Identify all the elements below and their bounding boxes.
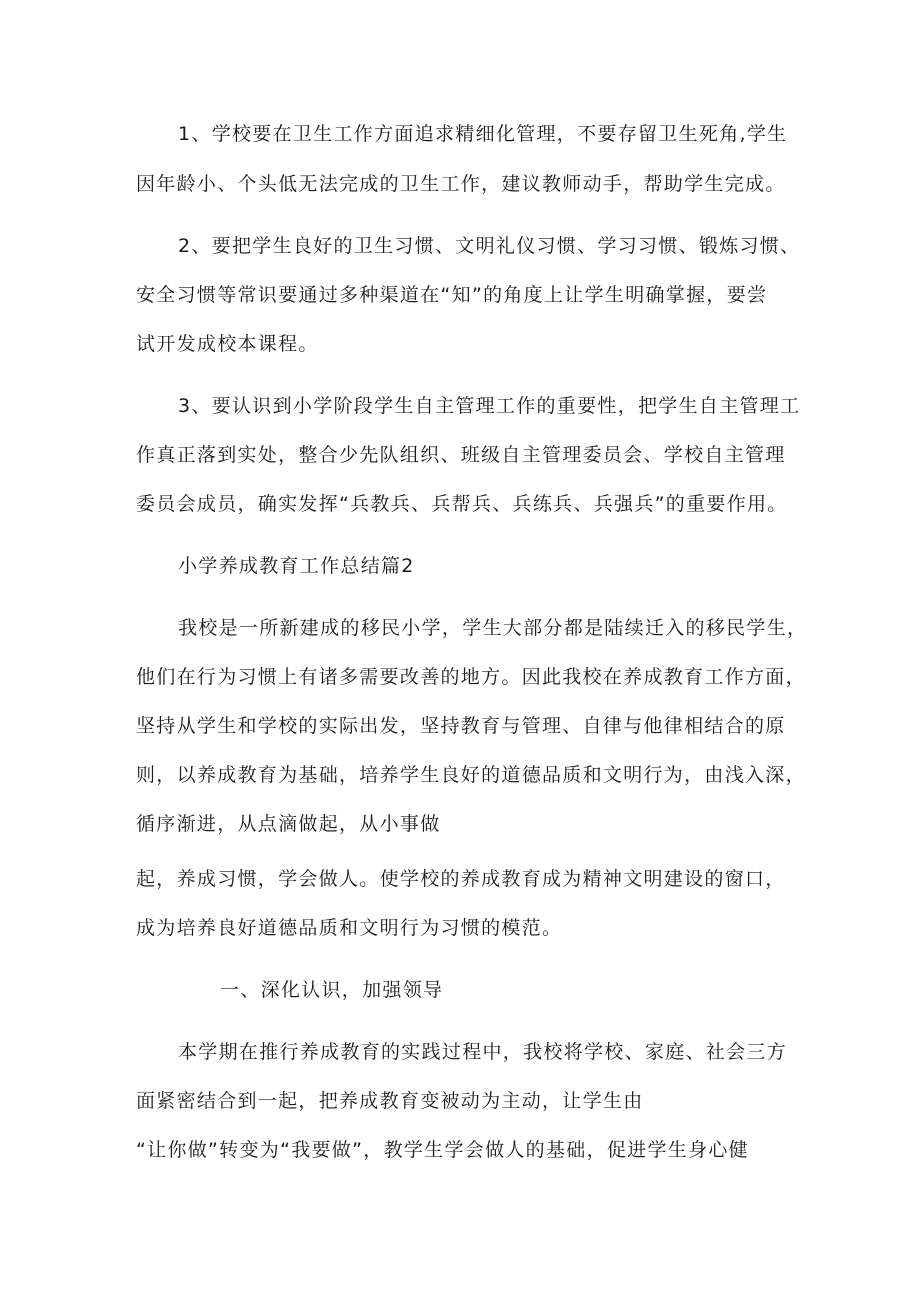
paragraph-6-line-1: 本学期在推行养成教育的实践过程中，我校将学校、家庭、社会三方 [178, 1041, 788, 1063]
paragraph-4-line-5: 循序渐进，从点滴做起，从小事做 [136, 813, 441, 835]
subsection-heading-1: 一、深化认识，加强领导 [220, 979, 444, 1001]
paragraph-2-line-2: 安全习惯等常识要通过多种渠道在“知”的角度上让学生明确掌握，要尝 [136, 284, 768, 306]
paragraph-5-line-1: 起，养成习惯，学会做人。使学校的养成教育成为精神文明建设的窗口， [136, 868, 786, 890]
paragraph-4-line-2: 他们在行为习惯上有诸多需要改善的地方。因此我校在养成教育工作方面， [136, 666, 806, 688]
paragraph-4-line-1: 我校是一所新建成的移民小学，学生大部分都是陆续迁入的移民学生， [178, 617, 808, 639]
paragraph-3-line-1: 3、要认识到小学阶段学生自主管理工作的重要性，把学生自主管理工 [178, 395, 801, 417]
paragraph-5-line-2: 成为培养良好道德品质和文明行为习惯的模范。 [136, 917, 563, 939]
section-heading-part-2: 小学养成教育工作总结篇2 [178, 555, 415, 577]
paragraph-6-line-3: “让你做”转变为“我要做”，教学生学会做人的基础，促进学生身心健 [136, 1139, 749, 1161]
paragraph-2-line-1: 2、要把学生良好的卫生习惯、文明礼仪习惯、学习习惯、锻炼习惯、 [178, 235, 801, 257]
paragraph-1-line-2: 因年龄小、个头低无法完成的卫生工作，建议教师动手，帮助学生完成。 [136, 173, 786, 195]
paragraph-4-line-4: 则，以养成教育为基础，培养学生良好的道德品质和文明行为，由浅入深， [136, 764, 806, 786]
paragraph-4-line-3: 坚持从学生和学校的实际出发，坚持教育与管理、自律与他律相结合的原 [136, 715, 786, 737]
paragraph-6-line-2: 面紧密结合到一起，把养成教育变被动为主动，让学生由 [136, 1090, 644, 1112]
paragraph-3-line-2: 作真正落到实处，整合少先队组织、班级自主管理委员会、学校自主管理 [136, 444, 786, 466]
paragraph-2-line-3: 试开发成校本课程。 [136, 333, 319, 355]
paragraph-3-line-3: 委员会成员，确实发挥“兵教兵、兵帮兵、兵练兵、兵强兵”的重要作用。 [136, 493, 788, 515]
paragraph-1-line-1: 1、学校要在卫生工作方面追求精细化管理，不要存留卫生死角,学生 [178, 123, 788, 145]
